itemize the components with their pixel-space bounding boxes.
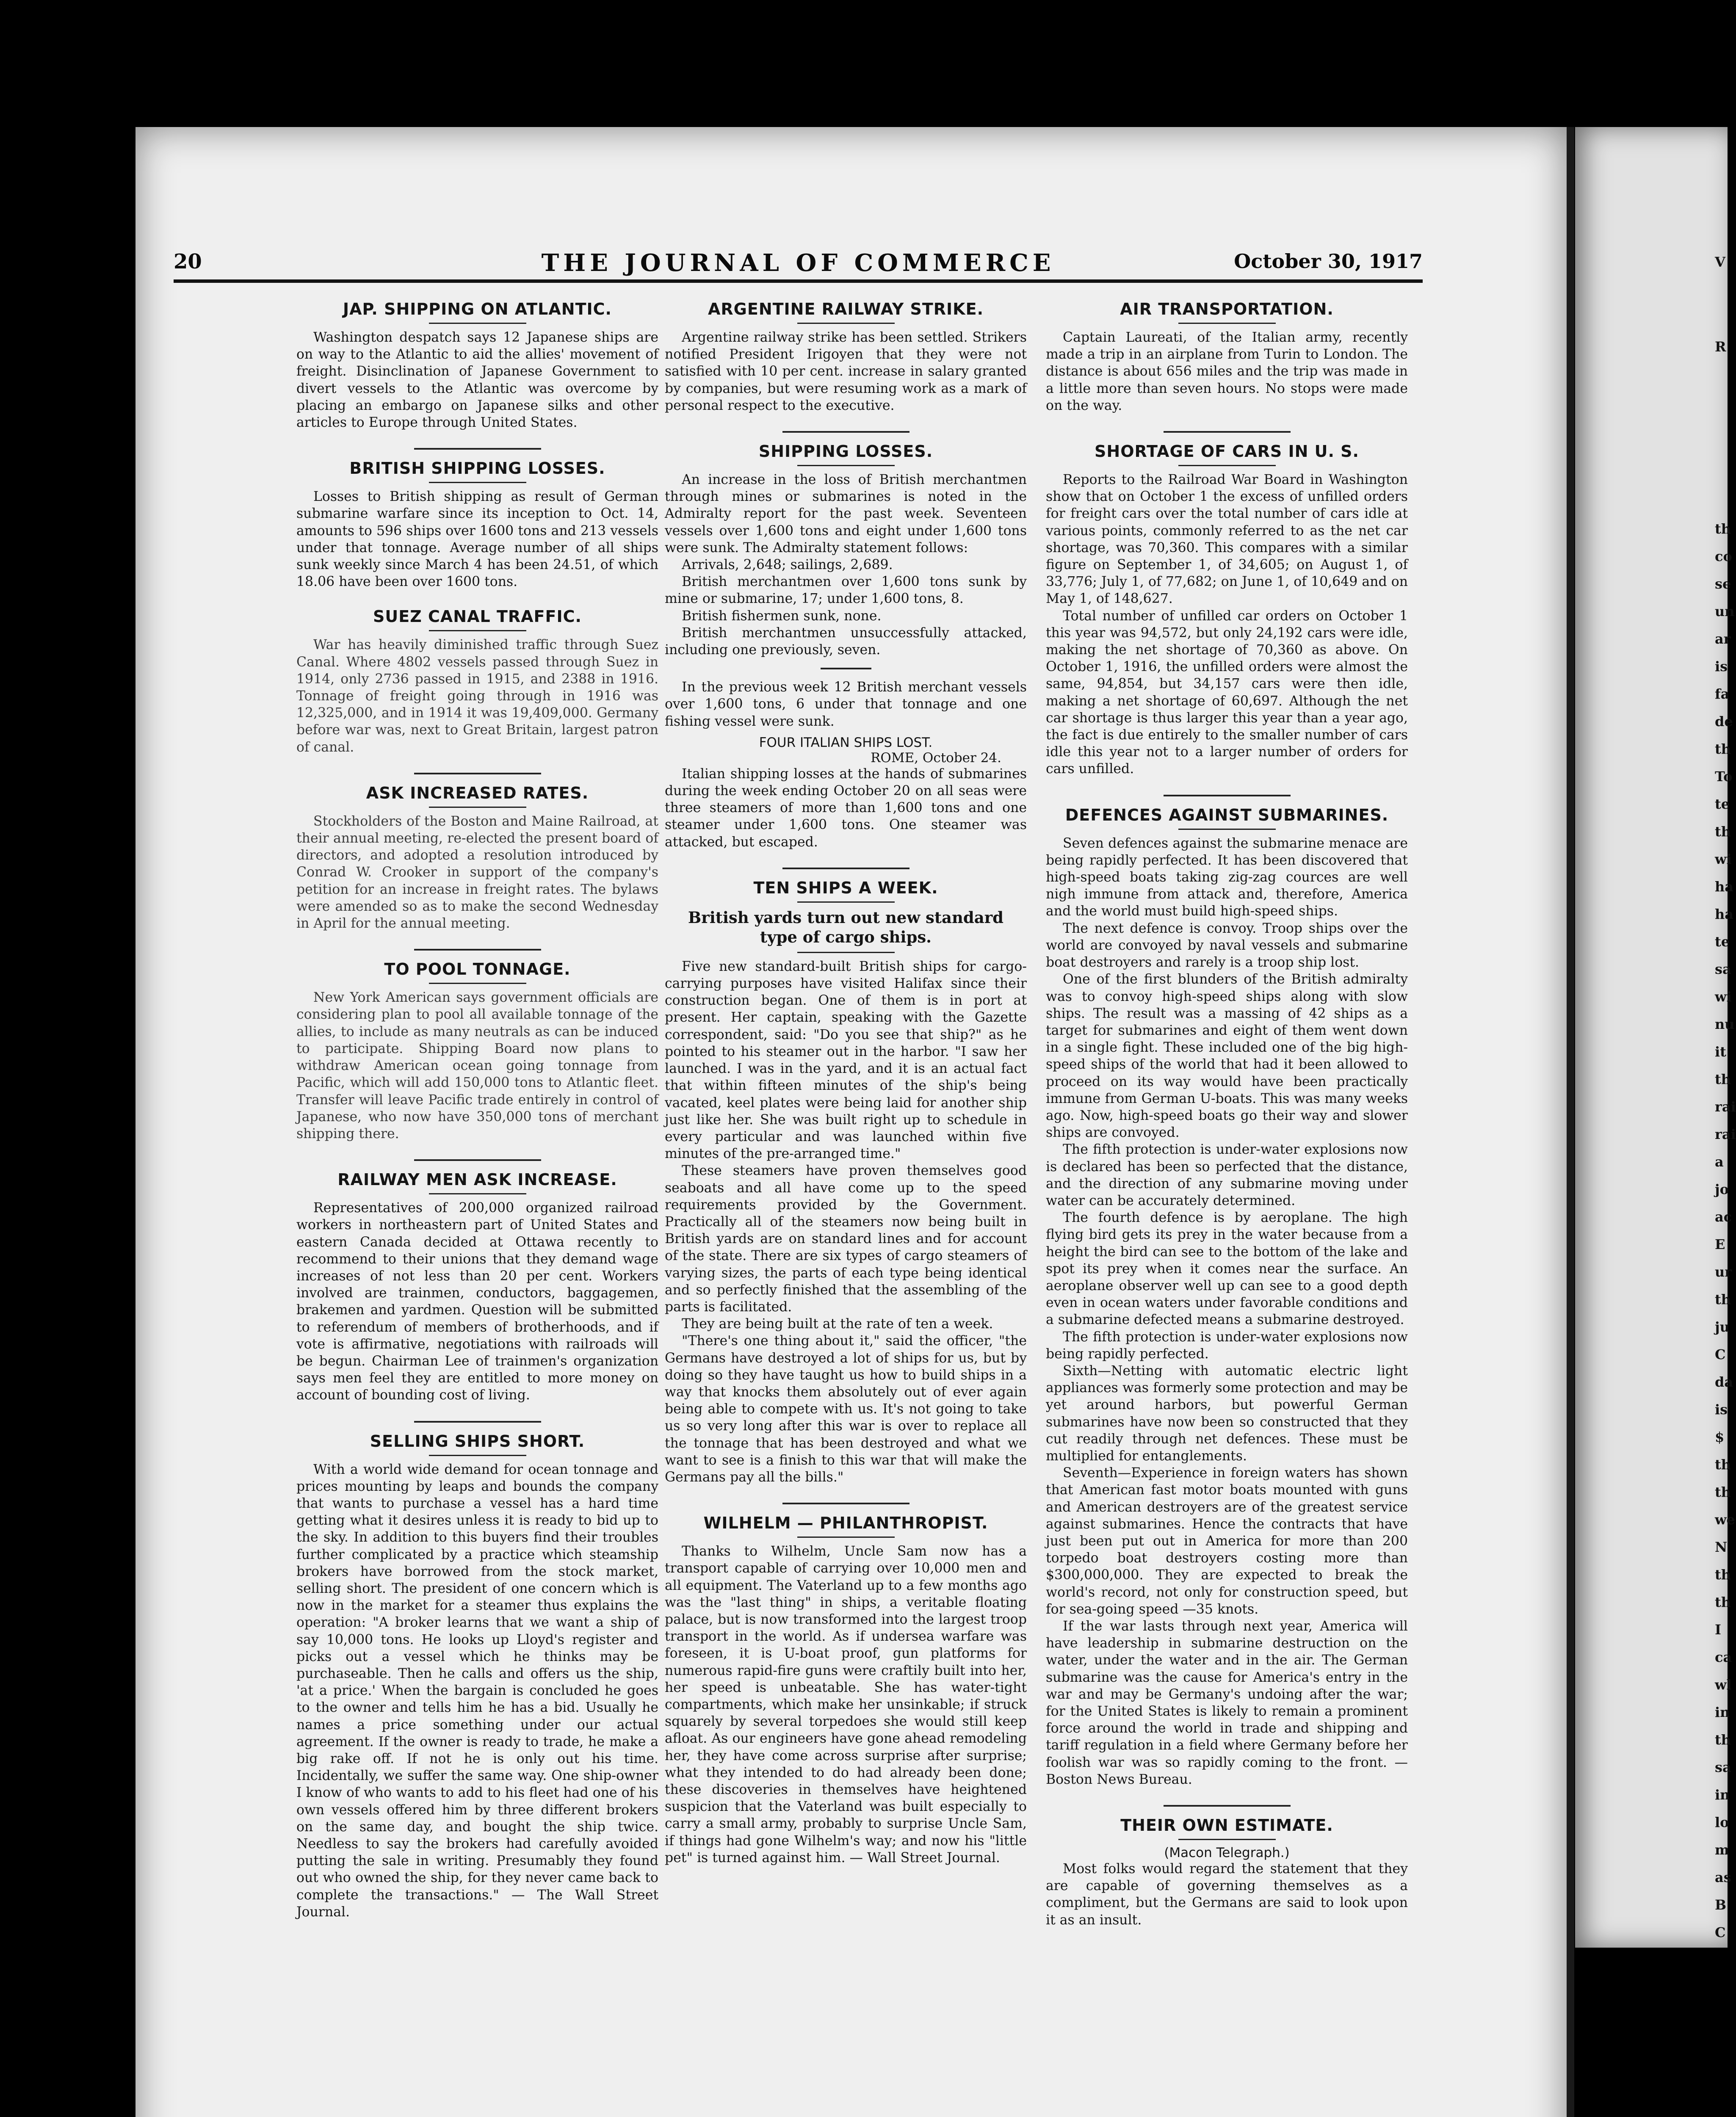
headline-rule bbox=[1178, 323, 1276, 324]
headline-rule bbox=[429, 983, 526, 984]
adjacent-page-fragment: m bbox=[1715, 1842, 1729, 1858]
column-separator bbox=[1164, 431, 1291, 433]
column-2 bbox=[665, 292, 1027, 1883]
adjacent-page-fragment: wi bbox=[1715, 851, 1732, 867]
issue-date: October 30, 1917 bbox=[1234, 250, 1423, 273]
article-paragraph: Italian shipping losses at the hands of submarines during the week ending October 20 on all seas were three steamers of more than 1,600 tons and one steamer under 1,600 tons. One steamer was attacked, but escaped. bbox=[665, 766, 1027, 850]
article-defences-against-submarines bbox=[1046, 806, 1408, 1788]
adjacent-page-fragment: lo bbox=[1715, 1814, 1729, 1830]
adjacent-page-fragment: te bbox=[1715, 796, 1730, 812]
adjacent-page-fragment: th bbox=[1715, 1291, 1731, 1307]
article-paragraph: Captain Laureati, of the Italian army, recently made a trip in an airplane from Turin to London. The distance is about 656 miles and the trip was made in a little more than seven hours. No stops were made on the way. bbox=[1046, 330, 1408, 413]
adjacent-page-fragment: is bbox=[1715, 1401, 1728, 1418]
adjacent-page-fragment: as bbox=[1715, 1869, 1731, 1885]
article-paragraph: Thanks to Wilhelm, Uncle Sam now has a transport capable of carrying over 10,000 men and all equipment. The Vaterland up to a few months ago was the "last thing" in ships, a veritable floating palace, but is now transformed into the largest troop transport in the world. As if undersea warfare was foreseen, it is U-boat proof, gun platforms for numerous rapid-fire guns were craftily built into her, her speed is unbeatable. She has water-tight compartments, which make her unsinkable; if struck squarely by several torpedoes she would still keep afloat. As our engineers have gone ahead remodeling her, they have come across surprise after surprise; what they intended to do had already been done; these discoveries in themselves have heightened suspicion that the Vaterland was built especially to carry a small army, probably to surprise Uncle Sam, if things had gone Wilhelm's way; and now his "little pet" is turned against him. — Wall Street Journal. bbox=[665, 1544, 1027, 1866]
adjacent-page-fragment: in bbox=[1715, 1704, 1730, 1720]
article-deck: British yards turn out new standard type of cargo ships. bbox=[688, 908, 1004, 946]
adjacent-page-fragment: C bbox=[1715, 1924, 1726, 1940]
headline-rule bbox=[1178, 465, 1276, 466]
adjacent-page-edge bbox=[1575, 127, 1736, 1948]
adjacent-page-fragment: is bbox=[1715, 658, 1728, 674]
adjacent-page-fragment: co bbox=[1715, 548, 1732, 564]
article-headline: JAP. SHIPPING ON ATLANTIC. bbox=[343, 300, 612, 318]
article-headline: TO POOL TONNAGE. bbox=[384, 960, 571, 979]
headline-rule bbox=[797, 901, 895, 903]
column-1 bbox=[296, 292, 658, 1937]
article-paragraph: Stockholders of the Boston and Maine Railroad, at their annual meeting, re-elected the present board of directors, and adopted a resolution introduced by Conrad W. Crooker in support of the company's petition for an increase in freight rates. The bylaws were amended so as to make the second Wednesday in April for the annual meeting. bbox=[296, 813, 658, 931]
article-railway-men bbox=[296, 1170, 658, 1404]
adjacent-page-fragment: ar bbox=[1715, 631, 1731, 647]
adjacent-page-fragment: de bbox=[1715, 713, 1733, 730]
headline-rule bbox=[797, 323, 895, 324]
article-paragraph: An increase in the loss of British merchantmen through mines or submarines is noted in the Admiralty report for the past week. Seventeen vessels over 1,600 tons and eight under 1,600 tons were sunk. The Admiralty statement follows: bbox=[665, 472, 1027, 556]
article-paragraph: Washington despatch says 12 Japanese ships are on way to the Atlantic to aid the allies' movement of freight. Disinclination of Japanese Government to divert vessels to the Atlantic was overcome by placing an embargo on Japanese silks and other articles to Europe through United States. bbox=[296, 330, 658, 431]
article-headline: DEFENCES AGAINST SUBMARINES. bbox=[1065, 805, 1389, 824]
adjacent-page-fragment: in bbox=[1715, 1787, 1730, 1803]
headline-rule bbox=[797, 465, 895, 466]
adjacent-page-fragment: $ bbox=[1715, 1429, 1725, 1445]
article-paragraph: These steamers have proven themselves good seaboats and all have come up to the speed requirements provided by the Government. Practically all of the steamers now being built in British yards are on standard lines and for account of the state. There are six types of cargo steamers of varying sizes, the parts of each type being identical and so perfectly finished that the assembling of the parts is facilitated. bbox=[665, 1163, 1027, 1315]
article-headline: WILHELM — PHILANTHROPIST. bbox=[703, 1514, 988, 1533]
column-separator bbox=[782, 1503, 909, 1504]
article-paragraph: British fishermen sunk, none. bbox=[682, 608, 882, 624]
adjacent-page-fragment: fa bbox=[1715, 686, 1730, 702]
adjacent-page-fragment: ur bbox=[1715, 1264, 1732, 1280]
article-source: (Macon Telegraph.) bbox=[1164, 1845, 1290, 1861]
adjacent-page-fragment: un bbox=[1715, 603, 1735, 619]
adjacent-page-fragment: th bbox=[1715, 1071, 1731, 1087]
masthead bbox=[174, 246, 1423, 283]
article-headline: BRITISH SHIPPING LOSSES. bbox=[349, 459, 605, 478]
adjacent-page-fragment: da bbox=[1715, 1374, 1733, 1390]
adjacent-page-fragment: N bbox=[1715, 1539, 1728, 1555]
article-headline: SELLING SHIPS SHORT. bbox=[370, 1432, 585, 1451]
article-headline: ARGENTINE RAILWAY STRIKE. bbox=[708, 300, 984, 318]
headline-rule bbox=[429, 1455, 526, 1456]
headline-rule bbox=[797, 1537, 895, 1538]
headline-rule bbox=[429, 323, 526, 324]
adjacent-page-fragment: ha bbox=[1715, 906, 1733, 922]
adjacent-page-fragment: ha bbox=[1715, 879, 1733, 895]
adjacent-page-fragment: th bbox=[1715, 1567, 1731, 1583]
article-headline: TEN SHIPS A WEEK. bbox=[753, 878, 938, 897]
adjacent-page-fragment: te bbox=[1715, 934, 1730, 950]
article-paragraph: Seven defences against the submarine menace are being rapidly perfected. It has been discovered that high-speed boats taking zig-zag cources are well nigh immune from attack and, therefore, America and the world must build high-speed ships. bbox=[1046, 835, 1408, 919]
headline-rule bbox=[429, 807, 526, 808]
adjacent-page-fragment: E bbox=[1715, 1236, 1725, 1252]
adjacent-page-fragment: wi bbox=[1715, 989, 1732, 1005]
article-jap-shipping bbox=[296, 300, 658, 431]
column-separator bbox=[782, 868, 909, 869]
adjacent-page-fragment: ca bbox=[1715, 1649, 1732, 1665]
adjacent-page-fragment: th bbox=[1715, 1732, 1731, 1748]
article-paragraph: Representatives of 200,000 organized railroad workers in northeastern part of United States and eastern Canada decided at Ottawa recently to recommend to their unions that they demand wage increases of not less than 20 per cent. Workers involved are trainmen, conductors, baggagemen, brakemen and yardmen. Question will be submitted to referendum of members of brotherhoods, and if vote is affirmative, negotiations with railroads will be begun. Chairman Lee of trainmen's organization says men feel they are entitled to more money on account of bounding cost of living. bbox=[296, 1200, 658, 1403]
article-paragraph: British merchantmen unsuccessfully attacked, including one previously, seven. bbox=[665, 625, 1027, 658]
article-headline: ASK INCREASED RATES. bbox=[366, 783, 589, 802]
adjacent-page-fragment: it bbox=[1715, 1044, 1726, 1060]
article-argentine-strike bbox=[665, 300, 1027, 414]
adjacent-page-fragment: sa bbox=[1715, 1759, 1731, 1775]
article-paragraph: Argentine railway strike has been settled. Strikers notified President Irigoyen that they were not satisfied with 10 per cent. increase in salary granted by companies, but were resuming work as a mark of personal respect to the executive. bbox=[665, 330, 1027, 413]
column-separator bbox=[414, 773, 541, 774]
headline-rule bbox=[429, 1193, 526, 1194]
article-headline: SHIPPING LOSSES. bbox=[758, 442, 933, 461]
paragraph-separator bbox=[821, 668, 871, 669]
newspaper-title: THE JOURNAL OF COMMERCE bbox=[541, 249, 1055, 277]
article-paragraph: Seventh—Experience in foreign waters has shown that American fast motor boats mounted with guns and American destroyers are of the greatest service against submarines. Hence the contracts that have just been put out in America for more than 200 torpedo boat destroyers costing more than $300,000,000. They are expected to break the world's record, not only for construction speed, but for sea-going speed —35 knots. bbox=[1046, 1465, 1408, 1617]
adjacent-page-fragment: jo bbox=[1715, 1181, 1729, 1197]
article-paragraph: Sixth—Netting with automatic electric light appliances was formerly some protection and may be yet around harbors, but powerful German submarines have now been so constructed that they cut readily through net defences. These must be multiplied for entanglements. bbox=[1046, 1363, 1408, 1464]
article-dateline: ROME, October 24. bbox=[871, 750, 1001, 766]
article-headline: RAILWAY MEN ASK INCREASE. bbox=[337, 1170, 617, 1189]
column-separator bbox=[414, 448, 541, 450]
deck-rule bbox=[797, 952, 895, 953]
article-paragraph: British merchantmen over 1,600 tons sunk by mine or submarine, 17; under 1,600 tons, 8. bbox=[665, 574, 1027, 607]
article-paragraph: New York American says government officials are considering plan to pool all available tonnage of the allies, to include as many neutrals as can be induced to participate. Shipping Board now plans to withdraw American ocean going tonnage from Pacific, which will add 150,000 tons to Atlantic fleet. Transfer will leave Pacific trade entirely in control of Japanese, who now have 350,000 tons of merchant shipping there. bbox=[296, 990, 658, 1141]
adjacent-page-fragment: th bbox=[1715, 1484, 1731, 1500]
adjacent-page-fragment: rai bbox=[1715, 1126, 1736, 1142]
article-headline: THEIR OWN ESTIMATE. bbox=[1120, 1816, 1333, 1835]
adjacent-page-fragment: ac bbox=[1715, 1209, 1732, 1225]
article-subhead: FOUR ITALIAN SHIPS LOST. bbox=[759, 735, 933, 750]
adjacent-page-fragment: R bbox=[1715, 339, 1726, 355]
article-paragraph: The fifth protection is under-water explosions now is declared has been so perfected that the distance, and the direction of any submarine moving under water can be accurately determined. bbox=[1046, 1142, 1408, 1208]
article-paragraph: The fourth defence is by aeroplane. The high flying bird gets its prey in the water because from a height the bird can see to the bottom of the lake and spot its prey when it comes near the surface. An aeroplane observer well up can see to a good depth even in ocean waters under favorable conditions and a submarine defected means a submarine destroyed. bbox=[1046, 1210, 1408, 1328]
adjacent-page-fragment: To bbox=[1715, 768, 1733, 785]
adjacent-page-fragment: sa bbox=[1715, 961, 1731, 977]
column-separator bbox=[414, 949, 541, 951]
article-wilhelm-philanthropist bbox=[665, 1514, 1027, 1866]
article-paragraph: In the previous week 12 British merchant vessels over 1,600 tons, 6 under that tonnage and one fishing vessel were sunk. bbox=[665, 680, 1027, 729]
adjacent-page-fragment: rai bbox=[1715, 1099, 1736, 1115]
adjacent-page-fragment: I bbox=[1715, 1622, 1721, 1638]
column-separator bbox=[1164, 795, 1291, 796]
column-separator bbox=[414, 1159, 541, 1161]
adjacent-page-fragment: V bbox=[1715, 254, 1725, 270]
article-selling-ships-short bbox=[296, 1432, 658, 1921]
article-shortage-of-cars bbox=[1046, 442, 1408, 778]
adjacent-page-fragment: wl bbox=[1715, 1677, 1732, 1693]
adjacent-page-fragment: th bbox=[1715, 1594, 1731, 1610]
article-paragraph: Total number of unfilled car orders on October 1 this year was 94,572, but only 24,192 cars were idle, making the net shortage of 70,360 as above. On October 1, 1916, the unfilled orders were almost the same, 94,854, but 34,157 cars were then idle, making a net shortage of 60,697. Although the net car shortage is thus larger this year than a year ago, the fact is due entirely to the smaller number of cars idle this year not to a larger number of orders for cars unfilled. bbox=[1046, 608, 1408, 777]
adjacent-page-fragment: th bbox=[1715, 741, 1731, 757]
article-paragraph: If the war lasts through next year, America will have leadership in submarine destruction on the water, under the water and in the air. The German submarine was the cause for America's entry in the war and may be Germany's undoing after the war; for the United States is likely to remain a prominent force around the world in trade and shipping and tariff regulation in a field where Germany before her foolish war was so rapidly coming to the front. —Boston News Bureau. bbox=[1046, 1619, 1408, 1787]
column-3 bbox=[1046, 292, 1408, 1946]
adjacent-page-fragment: th bbox=[1715, 1456, 1731, 1473]
article-headline: SUEZ CANAL TRAFFIC. bbox=[373, 607, 582, 626]
article-headline: AIR TRANSPORTATION. bbox=[1120, 300, 1334, 318]
article-ten-ships-a-week bbox=[665, 879, 1027, 1486]
article-paragraph: Five new standard-built British ships for cargo-carrying purposes have visited Halifax since their construction began. One of them is in port at present. Her captain, speaking with the Gazette correspondent, said: "Do you see that ship?" as he pointed to his steamer out in the harbor. "I saw her launched. I was in the yard, and it is an actual fact that within fifteen minutes of the ship's being vacated, keel plates were being laid for another ship just like her. She was built right up to schedule in every particular and was launched within five minutes of the pre-arranged time." bbox=[665, 959, 1027, 1162]
adjacent-page-fragment: th bbox=[1715, 521, 1731, 537]
headline-rule bbox=[1178, 1839, 1276, 1840]
article-paragraph: War has heavily diminished traffic through Suez Canal. Where 4802 vessels passed through Suez in 1914, only 2736 passed in 1915, and 2388 in 1916. Tonnage of freight going through in 1916 was 12,325,000, and in 1914 it was 19,409,000. Germany before war was, next to Great Britain, largest patron of canal. bbox=[296, 637, 658, 755]
article-paragraph: Most folks would regard the statement that they are capable of governing themselves as a compliment, but the Germans are said to look upon it as an insult. bbox=[1046, 1861, 1408, 1928]
adjacent-page-fragment: nu bbox=[1715, 1016, 1735, 1032]
page-number: 20 bbox=[174, 250, 202, 274]
headline-rule bbox=[429, 482, 526, 483]
article-paragraph: Reports to the Railroad War Board in Washington show that on October 1 the excess of unfilled orders for freight cars over the total number of cars idle at various points, commonly referred to as the net car shortage, was 70,360. This compares with a similar figure on September 1, of 34,605; on August 1, of 33,776; July 1, of 77,682; on June 1, of 10,649 and on May 1, of 148,627. bbox=[1046, 472, 1408, 607]
article-paragraph: With a world wide demand for ocean tonnage and prices mounting by leaps and bounds the company that wants to purchase a vessel has a hard time getting what it desires unless it is ready to bid up to the sky. In addition to this buyers find their troubles further complicated by a practice which steamship brokers have borrowed from the stock market, selling short. The president of one concern which is now in the market for a steamer thus explains the operation: "A broker learns that we want a ship of say 10,000 tons. He looks up Lloyd's register and picks out a vessel which he thinks may be purchaseable. Then he calls and offers us the ship, 'at a price.' When the bargain is concluded he goes to the owner and tells him he has a bid. Usually he names a price something under our actual agreement. If the owner is ready to trade, he make a big rake off. If not he is only out his time. Incidentally, we suffer the same way. One ship-owner I know of who wants to add to his fleet had one of his own vessels offered him by three different brokers on the same day, and bought the ship twice. Needless to say the brokers had carefully avoided putting the sale in writing. Presumably they found out who owned the ship, for they never came back to complete the transactions." — The Wall Street Journal. bbox=[296, 1462, 658, 1920]
adjacent-page-fragment: B bbox=[1715, 1897, 1727, 1913]
article-paragraph: They are being built at the rate of ten a week. bbox=[682, 1316, 993, 1332]
article-ask-increased-rates bbox=[296, 784, 658, 932]
article-pool-tonnage bbox=[296, 960, 658, 1142]
article-suez-canal bbox=[296, 607, 658, 755]
article-paragraph: "There's one thing about it," said the officer, "the Germans have destroyed a lot of ships for us, but by doing so they have taught us how to build ships in a way that knocks them absolutely out of ever again being able to compete with us. It's not going to take us so very long after this war is over to replace all the tonnage that has been destroyed and what we want to see is a finish to this war that will make the Germans pay all the bills." bbox=[665, 1333, 1027, 1485]
headline-rule bbox=[429, 630, 526, 631]
article-paragraph: The next defence is convoy. Troop ships over the world are convoyed by naval vessels and submarine boat destroyers and rarely is a troop ship lost. bbox=[1046, 920, 1408, 970]
column-separator bbox=[782, 431, 909, 433]
column-separator bbox=[414, 1421, 541, 1423]
article-shipping-losses bbox=[665, 442, 1027, 851]
article-headline: SHORTAGE OF CARS IN U. S. bbox=[1095, 442, 1359, 461]
adjacent-page-fragment: C bbox=[1715, 1346, 1726, 1363]
article-their-own-estimate bbox=[1046, 1816, 1408, 1929]
article-paragraph: The fifth protection is under-water explosions now being rapidly perfected. bbox=[1046, 1329, 1408, 1362]
article-paragraph: Arrivals, 2,648; sailings, 2,689. bbox=[682, 557, 893, 573]
adjacent-page-fragment: ju bbox=[1715, 1319, 1730, 1335]
article-air-transportation bbox=[1046, 300, 1408, 414]
article-paragraph: One of the first blunders of the British admiralty was to convoy high-speed ships along with slow ships. The result was a massing of 42 ships as a target for submarines and eight of them went down in a single fight. These included one of the big high-speed ships of the world that had it been allowed to proceed on its way would have been practically immune from German U-boats. This was many weeks ago. Now, high-speed boats go their way and slower ships are convoyed. bbox=[1046, 972, 1408, 1141]
adjacent-page-fragment: we bbox=[1715, 1512, 1735, 1528]
headline-rule bbox=[1178, 829, 1276, 830]
adjacent-page-fragment: a bbox=[1715, 1154, 1724, 1170]
adjacent-page-fragment: th bbox=[1715, 824, 1731, 840]
adjacent-page-fragment: se bbox=[1715, 576, 1731, 592]
column-separator bbox=[1164, 1805, 1291, 1807]
article-british-shipping-losses bbox=[296, 459, 658, 590]
article-paragraph: Losses to British shipping as result of German submarine warfare since its inception to Oct. 14, amounts to 596 ships over 1600 tons and 213 vessels under that tonnage. Average number of all ships sunk weekly since March 4 has been 24.51, of which 18.06 have been over 1600 tons. bbox=[296, 489, 658, 590]
